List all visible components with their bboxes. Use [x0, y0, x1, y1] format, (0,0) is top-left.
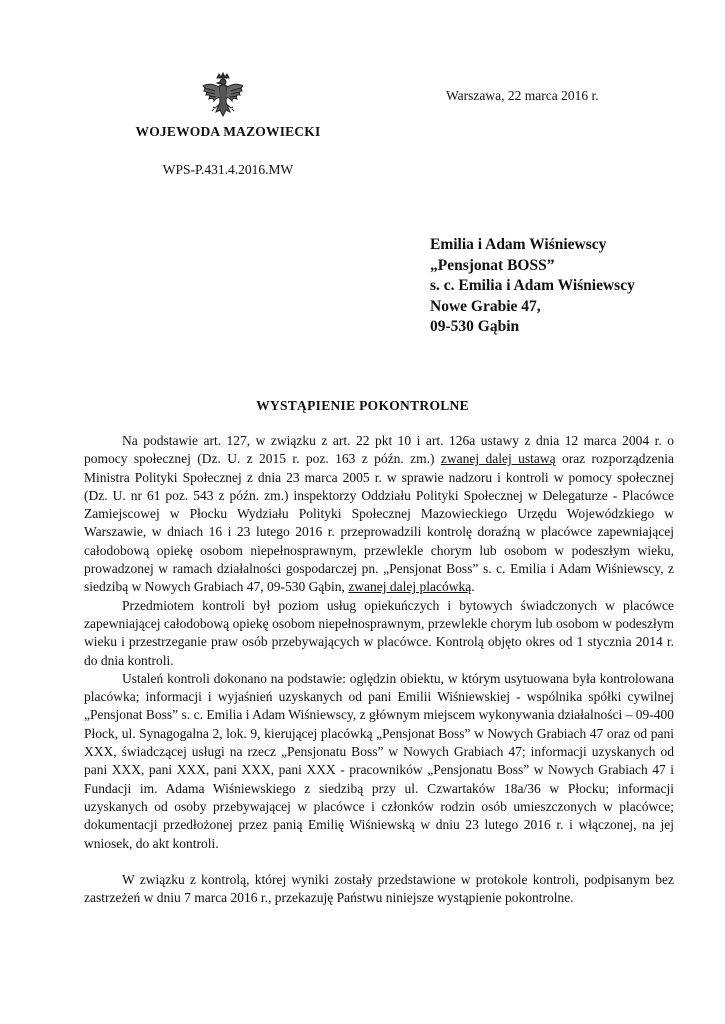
paragraph-legal-basis [84, 432, 674, 597]
polish-eagle-emblem-icon [200, 72, 246, 124]
addressee-line: Nowe Grabie 47, [430, 297, 541, 315]
paragraph-text: oraz rozporządzenia Ministra Polityki Społecznej z dnia 23 marca 2005 r. w sprawie nadzoru i kontroli w pomocy społecznej (Dz. U. nr 61 poz. 543 z późn. zm.) inspektorzy Oddziału Polityki Społecznej w Delegaturze - Placówce Zamiejscowej w Płocku Wydziału Polityki Społecznej Mazowieckiego Urzędu Wojewódzkiego w Warszawie, w dniach 16 i 23 lutego 2016 r. przeprowadzili kontrolę doraźną w placówce zapewniającej całodobową opiekę osobom niepełnosprawnym, przewlekle chorym lub osobom w podeszłym wieku, prowadzonej w ramach działalności gospodarczej pn. „Pensjonat Boss” s. c. Emilia i Adam Wiśniewscy, z siedzibą w Nowych Grabiach 47, 09-530 Gąbin, [84, 451, 674, 595]
paragraph-findings-basis: Ustaleń kontroli dokonano na podstawie: oględzin obiektu, w którym usytuowana była kontrolowana placówka; informacji i wyjaśnień uzyskanych od pani Emilii Wiśniewskiej - wspólnika spółki cywilnej „Pensjonat Boss” s. c. Emilia i Adam Wiśniewscy, z głównym miejscem wykonywania działalności – 09-400 Płock, ul. Synagogalna 2, lok. 9, kierującej placówką „Pensjonat Boss” w Nowych Grabiach 47 oraz od pani XXX, świadczącej usługi na rzecz „Pensjonatu Boss” w Nowych Grabiach 47; informacji uzyskanych od pani XXX, pani XXX, pani XXX, pani XXX - pracowników „Pensjonatu Boss” w Nowych Grabiach 47 i Fundacji im. Adama Wiśniewskiego z siedzibą przy ul. Czwartaków 18a/36 w Płocku; informacji uzyskanych od osoby przebywającej w placówce i członków rodzin osób umieszczonych w placówce; dokumentacji przedłożonej przez panią Emilię Wiśniewską w dniu 23 lutego 2016 r. i włączonej, na jej wniosek, do akt kontroli. [84, 670, 674, 851]
paragraph-subject: Przedmiotem kontroli był poziom usług opiekuńczych i bytowych świadczonych w placówce zapewniającej całodobową opiekę osobom niepełnosprawnym, przewlekle chorym lub osobom w podeszłym wieku i przestrzeganie praw osób przebywających w placówce. Kontrolą objęto okres od 1 stycznia 2014 r. do dnia kontroli. [84, 597, 674, 668]
office-name: WOJEWODA MAZOWIECKI [135, 124, 321, 139]
document-title: WYSTĄPIENIE POKONTROLNE [256, 398, 469, 413]
addressee-line: 09-530 Gąbin [430, 318, 520, 335]
defined-term-ustawa: zwanej dalej ustawą [440, 451, 556, 467]
defined-term-placowka: zwanej dalej placówką [348, 579, 472, 595]
place-and-date: Warszawa, 22 marca 2016 r. [446, 88, 599, 103]
addressee-line: Emilia i Adam Wiśniewscy [430, 236, 607, 253]
paragraph-text: Na podstawie art. 127, w związku z art. 22 pkt 10 i art. 126a ustawy z dnia 12 marca 2004 r. o pomocy społecznej (Dz. U. z 2015 r. poz. 163 z późn. zm.) [84, 433, 674, 467]
paragraph-conclusion: W związku z kontrolą, której wyniki zostały przedstawione w protokole kontroli, podpisanym bez zastrzeżeń w dniu 7 marca 2016 r., przekazuję Państwu niniejsze wystąpienie pokontrolne. [84, 871, 674, 906]
case-reference: WPS-P.431.4.2016.MW [162, 162, 294, 177]
paragraph-text: . [471, 579, 475, 595]
addressee-line: s. c. Emilia i Adam Wiśniewscy [430, 277, 635, 294]
letter-body [84, 432, 674, 907]
addressee-block [430, 235, 635, 338]
addressee-line: „Pensjonat BOSS” [430, 256, 555, 274]
